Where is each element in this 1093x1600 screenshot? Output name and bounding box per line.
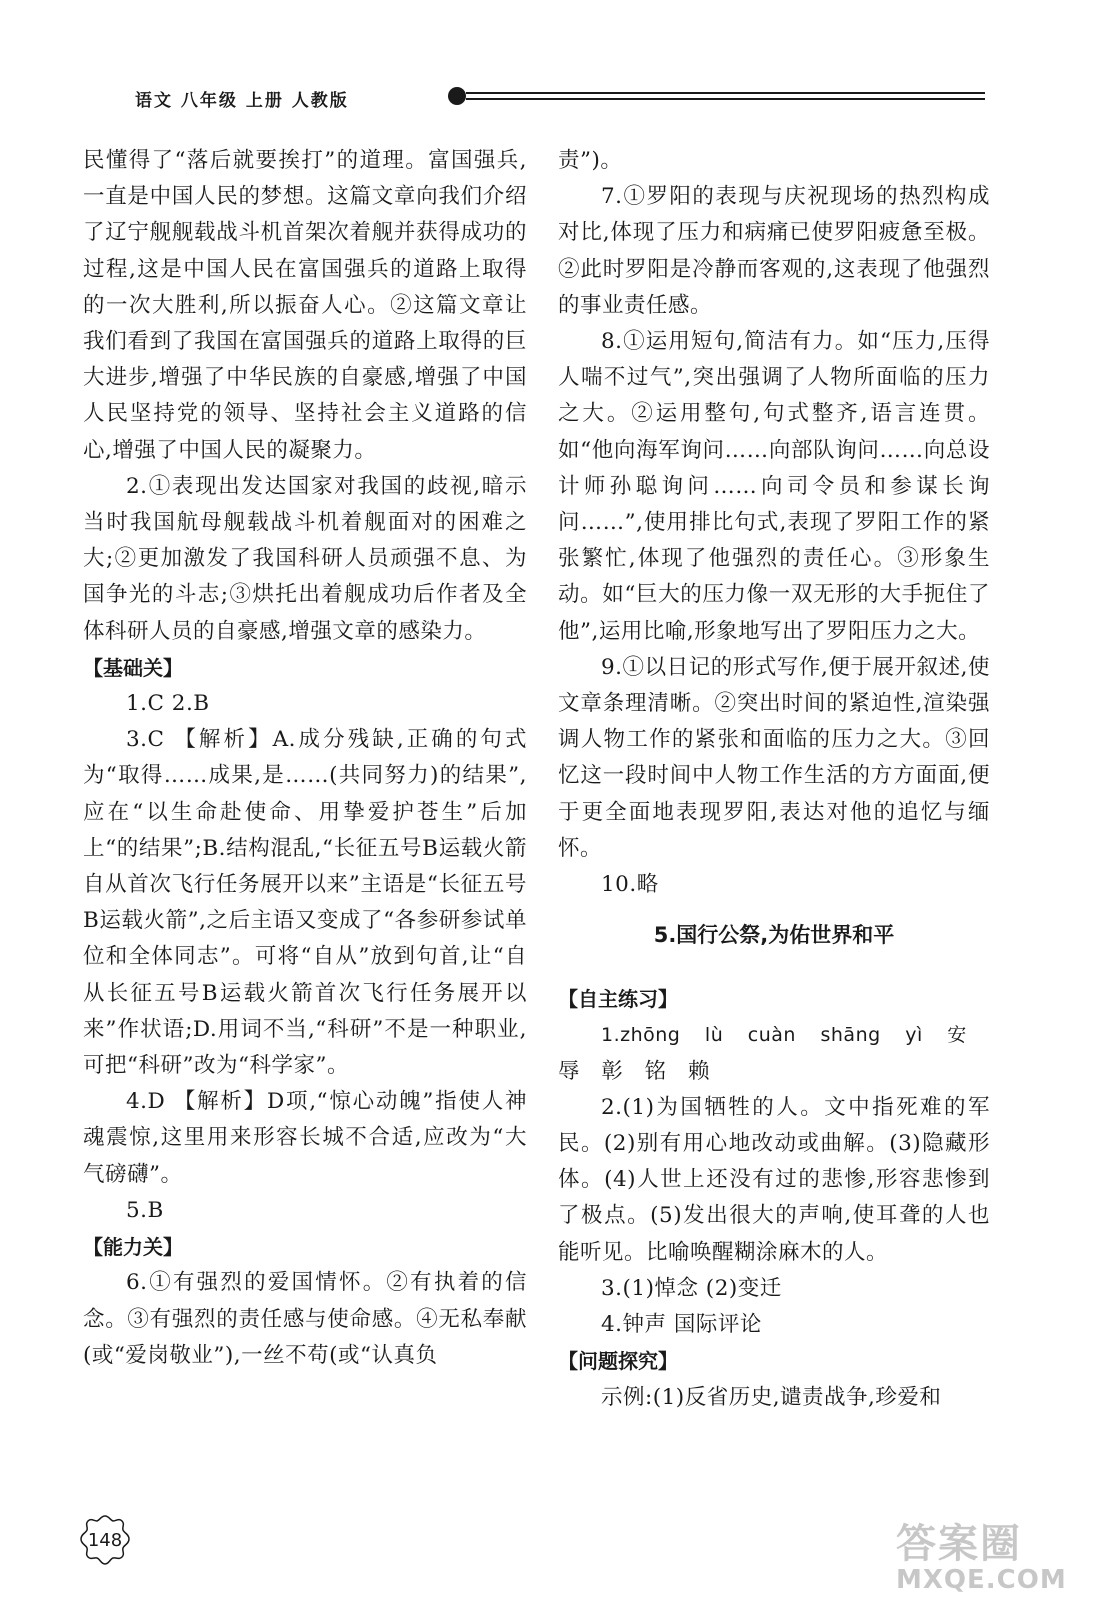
left-column xyxy=(83,143,527,1374)
header-rule xyxy=(466,98,985,100)
answer-paragraph: 5.B xyxy=(126,1197,164,1223)
answer-paragraph: 民懂得了“落后就要挨打”的道理。富国强兵,一直是中国人民的梦想。这篇文章向我们介绍了辽宁舰舰载战斗机首架次着舰并获得成功的过程,这是中国人民在富国强兵的道路上取得的一次大胜利,所以振奋人心。②这篇文章让我们看到了我国在富国强兵的道路上取得的巨大进步,增强了中华民族的自豪感,增强了中国人民坚持党的领导、坚持社会主义道路的信心,增强了中国人民的凝聚力。 xyxy=(83,148,527,463)
answer-paragraph: 6.①有强烈的爱国情怀。②有执着的信念。③有强烈的责任感与使命感。④无私奉献(或“爱岗敬业”),一丝不苟(或“认真负 xyxy=(83,1270,527,1368)
section-heading: 【自主练习】 xyxy=(558,987,678,1012)
watermark xyxy=(896,1512,1086,1595)
pinyin-answer: 1.zhōng lù cuàn shāng yì 安 xyxy=(601,1024,967,1047)
answer-paragraph: 4.钟声 国际评论 xyxy=(601,1312,762,1338)
answer-paragraph: 9.①以日记的形式写作,便于展开叙述,使文章条理清晰。②突出时间的紧迫性,渲染强调人物工作的紧张和面临的压力之大。③回忆这一段时间中人物工作生活的方方面面,便于更全面地表现罗阳,表达对他的追忆与缅怀。 xyxy=(558,654,990,861)
answer-paragraph: 责”)。 xyxy=(558,148,623,173)
section-heading: 【能力关】 xyxy=(83,1235,183,1260)
answer-paragraph: 2.①表现出发达国家对我国的歧视,暗示当时我国航母舰载战斗机着舰面对的困难之大;②更加激发了我国科研人员顽强不息、为国争光的斗志;③烘托出着舰成功后作者及全体科研人员的自豪感,增强文章的感染力。 xyxy=(83,473,527,644)
answer-paragraph: 4.D 【解析】D项,“惊心动魄”指使人神魂震惊,这里用来形容长城不合适,应改为“大气磅礴”。 xyxy=(83,1089,527,1187)
header-rule xyxy=(466,92,985,94)
lesson-title: 5.国行公祭,为佑世界和平 xyxy=(653,923,895,948)
section-heading: 【基础关】 xyxy=(83,655,183,680)
right-column xyxy=(558,143,990,1416)
answer-paragraph: 2.(1)为国牺牲的人。文中指死难的军民。(2)别有用心地改动或曲解。(3)隐藏形体。(4)人世上还没有过的悲惨,形容悲惨到了极点。(5)发出很大的声响,使耳聋的人也能听见。比喻唤醒糊涂麻木的人。 xyxy=(558,1094,990,1265)
page-number xyxy=(78,1513,132,1567)
page-number-text: 148 xyxy=(87,1529,123,1551)
section-heading: 【问题探究】 xyxy=(558,1349,678,1374)
answer-paragraph: 7.①罗阳的表现与庆祝现场的热烈构成对比,体现了压力和病痛已使罗阳疲惫至极。②此时罗阳是冷静而客观的,这表现了他强烈的事业责任感。 xyxy=(558,184,990,318)
header-bullet-icon xyxy=(448,87,466,105)
answer-paragraph: 3.C 【解析】A.成分残缺,正确的句式为“取得……成果,是……(共同努力)的结果”,应在“以生命赴使命、用挚爱护苍生”后加上“的结果”;B.结构混乱,“长征五号B运载火箭自从首次飞行任务展开以来”主语是“长征五号B运载火箭”,之后主语又变成了“各参研参试单位和全体同志”。可将“自从”放到句首,让“自从长征五号B运载火箭首次飞行任务展开以来”作状语;D.用词不当,“科研”不是一种职业,可把“科研”改为“科学家”。 xyxy=(83,727,527,1079)
characters-answer: 辱 彰 铭 赖 xyxy=(558,1058,711,1084)
answer-paragraph: 8.①运用短句,简洁有力。如“压力,压得人喘不过气”,突出强调了人物所面临的压力之大。②运用整句,句式整齐,语言连贯。如“他向海军询问……向部队询问……向总设计师孙聪询问……向司令员和参谋长询问……”,使用排比句式,表现了罗阳工作的紧张繁忙,体现了他强烈的责任心。③形象生动。如“巨大的压力像一双无形的大手扼住了他”,运用比喻,形象地写出了罗阳压力之大。 xyxy=(558,329,990,644)
watermark-url: MXQE.COM xyxy=(896,1565,1067,1595)
watermark-logo: 答案圈 xyxy=(896,1521,1022,1567)
answer-paragraph: 3.(1)悼念 (2)变迁 xyxy=(601,1275,782,1301)
header-title: 语文 八年级 上册 人教版 xyxy=(135,91,349,111)
answer-paragraph: 10.略 xyxy=(601,872,659,898)
answer-paragraph: 示例:(1)反省历史,谴责战争,珍爱和 xyxy=(601,1384,942,1410)
answer-paragraph: 1.C 2.B xyxy=(126,691,210,717)
